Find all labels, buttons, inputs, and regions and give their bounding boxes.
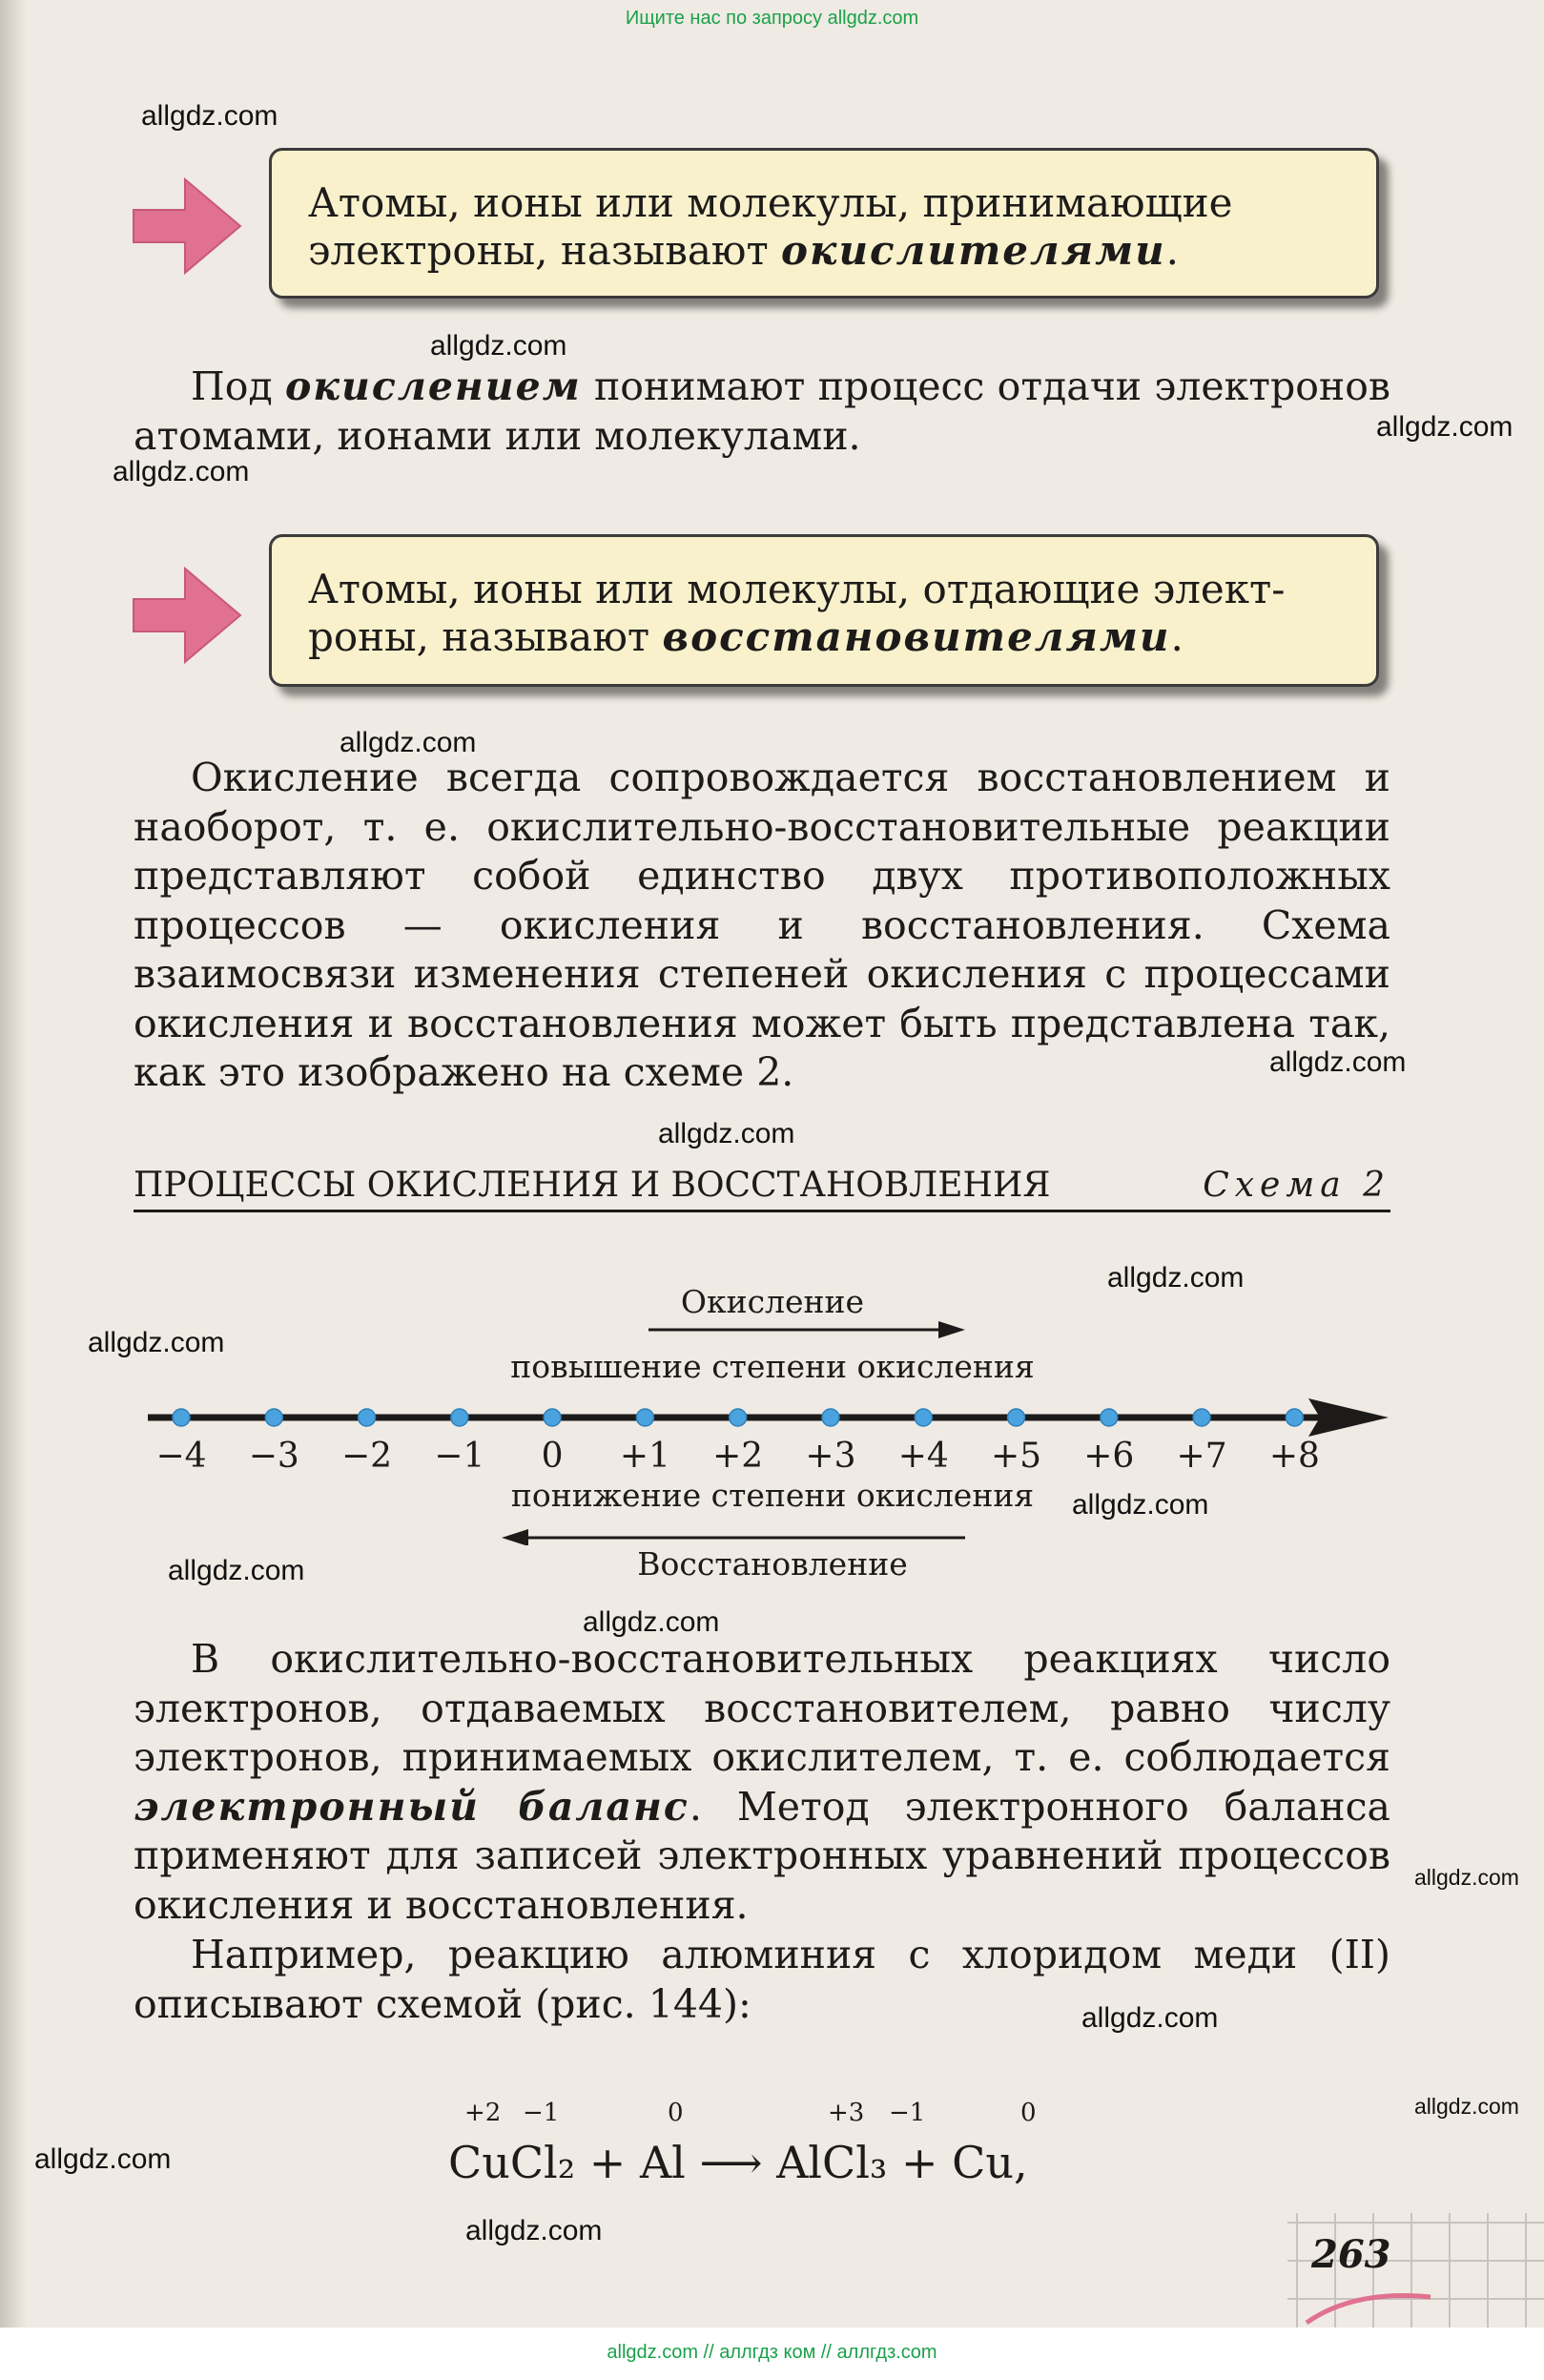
- watermark: allgdz.com: [658, 1118, 795, 1149]
- scale-tick-label: 0: [541, 1437, 564, 1476]
- ox-state: +2: [464, 2099, 502, 2127]
- watermark: allgdz.com: [430, 330, 567, 362]
- paragraph-text: В окислительно-восстановительных реакциях число электронов, отдаваемых восстановителем, равно числу электронов, принимаемых окислителем, т. е. соблюдается: [134, 1636, 1390, 1780]
- oxidation-label: Окисление: [680, 1283, 865, 1320]
- callout-text: .: [1170, 613, 1184, 660]
- term-electron-balance: электронный баланс: [134, 1783, 690, 1830]
- page-number: 263: [1311, 2232, 1391, 2277]
- paragraph-oxidation: [134, 362, 1390, 461]
- watermark: allgdz.com: [340, 727, 477, 758]
- scale-point: [822, 1409, 839, 1426]
- scale-tick-label: +6: [1083, 1437, 1135, 1476]
- oxidation-arrow-head: [938, 1321, 965, 1338]
- ox-state: −1: [889, 2099, 926, 2127]
- scale-point: [1286, 1409, 1303, 1426]
- increase-label: повышение степени окисления: [510, 1348, 1035, 1385]
- scale-point: [173, 1409, 190, 1426]
- paragraph-redox-unity: Окисление всегда сопровождается восстановлением и наоборот, т. е. окислительно-восстановительные реакции представляют собой единство двух противоположных процессов — окисления и восстановления. Схема взаимосвязи изменения степеней окисления с процессами окисления и восстановления может быть представлена так, как это изображено на схеме 2.: [134, 755, 1390, 1095]
- ox-state: 0: [668, 2099, 684, 2127]
- bottom-banner[interactable]: allgdz.com // аллгдз ком // аллгдз.com: [607, 2342, 937, 2363]
- scheme-title-bar: [134, 1162, 1390, 1212]
- decrease-label: понижение степени окисления: [510, 1477, 1035, 1514]
- ox-state: 0: [1020, 2099, 1037, 2127]
- scale-tick-label: +5: [990, 1437, 1042, 1476]
- oxidation-scale: [0, 1297, 1544, 1545]
- scale-tick-label: +4: [897, 1437, 949, 1476]
- scale-tick-label: +7: [1176, 1437, 1227, 1476]
- scale-axis-arrowhead: [1308, 1398, 1389, 1437]
- watermark: allgdz.com: [88, 1327, 225, 1358]
- scale-tick-label: +1: [619, 1437, 670, 1476]
- ox-state: +3: [828, 2099, 865, 2127]
- watermark: allgdz.com: [168, 1555, 305, 1586]
- scale-point: [730, 1409, 747, 1426]
- scale-tick-label: +2: [712, 1437, 764, 1476]
- scale-tick-label: +3: [805, 1437, 856, 1476]
- watermark: allgdz.com: [1107, 1262, 1245, 1293]
- scale-point: [915, 1409, 932, 1426]
- pink-arrow-icon: [130, 563, 244, 668]
- term-oxidation: окислением: [284, 363, 582, 409]
- paragraph-example: Например, реакцию алюминия с хлоридом меди (II) описывают схемой (рис. 144):: [134, 1932, 1390, 2027]
- watermark: allgdz.com: [1081, 2002, 1219, 2034]
- scale-point: [636, 1409, 653, 1426]
- callout-line: [308, 613, 1340, 661]
- watermark: allgdz.com: [465, 2215, 603, 2246]
- scheme-label: Схема 2: [1203, 1166, 1390, 1205]
- watermark: allgdz.com: [141, 100, 278, 132]
- scale-tick-label: −4: [155, 1437, 207, 1476]
- watermark: allgdz.com: [113, 456, 250, 487]
- reaction-equation: CuCl₂ + Al ⟶ AlCl₃ + Cu,: [448, 2137, 1028, 2188]
- paragraph-text: . Метод электронного баланса применяют для записей электронных уравнений процессов окисления и восстановления.: [134, 1783, 1390, 1928]
- callout-line: Атомы, ионы или молекулы, отдающие элект-: [308, 566, 1286, 612]
- paragraph-electron-balance: [134, 1635, 1390, 1930]
- scale-tick-label: −1: [434, 1437, 485, 1476]
- definition-callout-oxidizer: [269, 148, 1379, 299]
- callout-text: роны, называют: [308, 613, 663, 660]
- scheme-title: ПРОЦЕССЫ ОКИСЛЕНИЯ И ВОССТАНОВЛЕНИЯ: [134, 1166, 1051, 1205]
- page-shadow: [0, 0, 27, 2380]
- scale-point: [544, 1409, 561, 1426]
- scale-point: [265, 1409, 282, 1426]
- reduction-arrow-head: [502, 1529, 528, 1545]
- watermark: allgdz.com: [34, 2143, 172, 2175]
- scale-point: [359, 1409, 376, 1426]
- watermark: allgdz.com: [1414, 2094, 1519, 2119]
- scale-point: [1193, 1409, 1210, 1426]
- scale-tick-label: −3: [248, 1437, 299, 1476]
- scale-point: [1008, 1409, 1025, 1426]
- callout-line: [308, 227, 1340, 275]
- watermark: allgdz.com: [1414, 1865, 1519, 1890]
- scale-tick-label: −2: [341, 1437, 393, 1476]
- reduction-label: Восстановление: [637, 1545, 908, 1583]
- definition-callout-reducer: [269, 534, 1379, 687]
- watermark: allgdz.com: [1376, 411, 1513, 443]
- top-banner[interactable]: Ищите нас по запросу allgdz.com: [625, 8, 919, 29]
- ox-state: −1: [523, 2099, 560, 2127]
- watermark: allgdz.com: [1269, 1046, 1407, 1078]
- paragraph-text: Под: [191, 363, 285, 409]
- scale-point: [451, 1409, 468, 1426]
- pink-arrow-icon: [130, 174, 244, 279]
- term-reducers: восстановителями: [662, 613, 1171, 660]
- scale-tick-label: +8: [1268, 1437, 1320, 1476]
- callout-text: .: [1165, 227, 1180, 274]
- watermark: allgdz.com: [1072, 1489, 1209, 1521]
- callout-text: электроны, называют: [308, 227, 782, 274]
- scale-point: [1101, 1409, 1118, 1426]
- paragraph-text: понимают процесс отдачи электронов атомами, ионами или молекулами.: [134, 363, 1390, 459]
- watermark: allgdz.com: [583, 1606, 720, 1638]
- term-oxidizers: окислителями: [781, 227, 1166, 274]
- callout-line: Атомы, ионы или молекулы, принимающие: [308, 179, 1233, 226]
